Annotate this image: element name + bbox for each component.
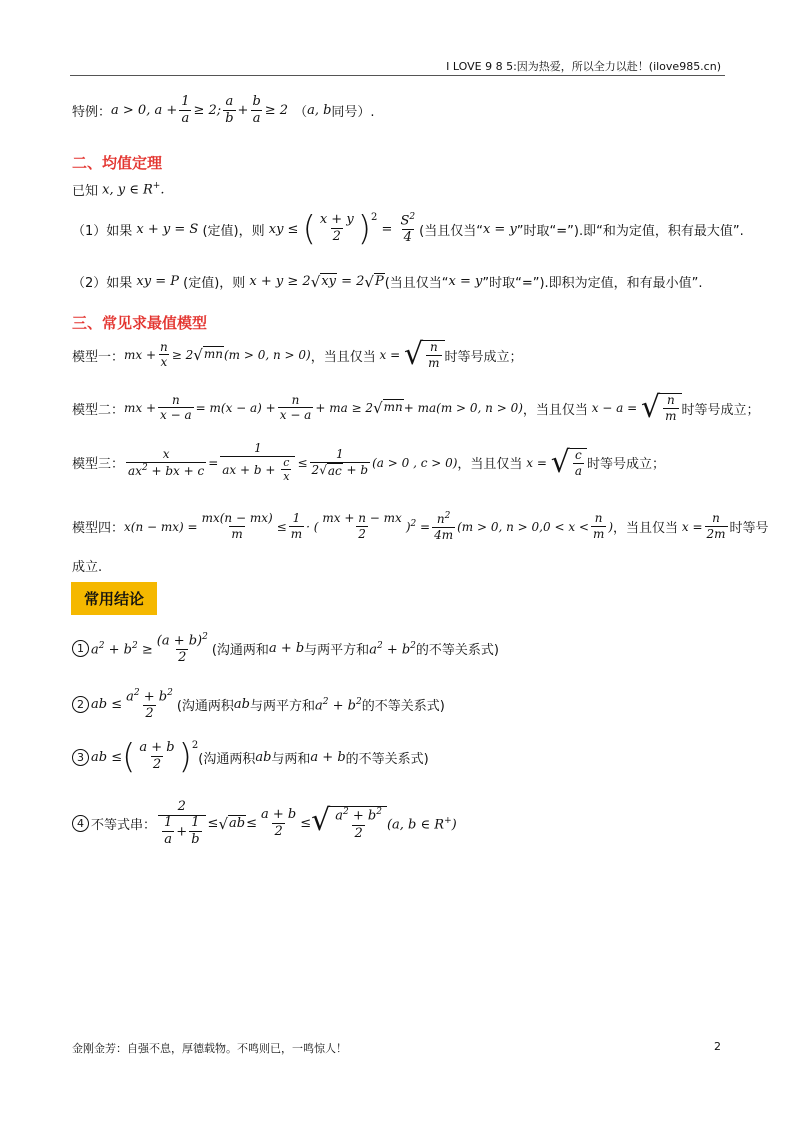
circled-number: 4 xyxy=(72,815,89,832)
formula: a + b xyxy=(310,749,346,765)
formula: $\frac{mx + n - mx}{2}$ xyxy=(322,511,402,541)
formula: · ( xyxy=(306,519,319,534)
formula: )$^2$ = xyxy=(405,519,431,535)
formula: $\frac{n}{m}$ xyxy=(592,511,605,541)
formula: 1 ax + b + $\frac{c}{x}$ xyxy=(220,442,295,484)
item1-dingzhi: (定值)，则 xyxy=(202,223,265,239)
formula: $\frac{(a + b)^2}{2}$ xyxy=(156,632,208,666)
formula: ≥ 2; xyxy=(193,103,222,119)
formula: x(n − mx) = xyxy=(124,519,198,534)
formula: mx + xyxy=(124,401,157,416)
conclusion-2 xyxy=(72,688,445,722)
formula: + xyxy=(237,103,249,119)
formula: $\frac{a^2 + b^2}{2}$ xyxy=(126,688,173,722)
formula: xy ≤ xyxy=(264,221,303,237)
formula: x = xyxy=(522,455,551,470)
formula: (m > 0, n > 0) xyxy=(223,348,311,363)
sqrt: √ $\frac{n}{m}$ xyxy=(404,340,445,370)
sqrt: √ P xyxy=(364,272,384,291)
model3-end: 时等号成立； xyxy=(586,457,665,473)
model1-label: 模型一： xyxy=(72,349,125,365)
c4-label: 不等式串： xyxy=(91,818,157,834)
formula: (m > 0, n > 0,0 < x < xyxy=(457,519,589,534)
formula: $\frac{n^2}{4m}$ xyxy=(434,511,454,542)
known-line xyxy=(72,180,164,199)
formula: $\frac{a + b}{2}$ xyxy=(260,806,297,839)
conclusion-4 xyxy=(72,800,457,847)
item1-tail: (当且仅当“ xyxy=(419,223,483,239)
formula: = xyxy=(377,221,397,237)
formula: $a^2 + b^2$ xyxy=(369,640,416,658)
item2-line xyxy=(72,272,703,291)
circled-number: 3 xyxy=(72,749,89,766)
model3-mid: ，当且仅当 xyxy=(457,457,523,473)
model1-end: 时等号成立； xyxy=(444,349,523,365)
model2-label: 模型二： xyxy=(72,402,125,418)
formula: $\frac{n}{2m}$ xyxy=(706,511,726,541)
formula: ≤ xyxy=(300,816,312,832)
formula: $\frac{a + b}{2}$ xyxy=(139,740,175,773)
note: 与两平方和 xyxy=(249,699,315,715)
footer-motto: 金刚金芳：自强不息，厚德载物。不鸣则已，一鸣惊人！ xyxy=(72,1042,347,1055)
formula: x, y ∈ R+. xyxy=(98,181,165,198)
page-header: I LOVE 9 8 5:因为热爱，所以全力以赴！(ilove985.cn) xyxy=(446,60,721,73)
formula: + ma ≥ 2 xyxy=(315,401,374,416)
header-rule xyxy=(70,75,725,76)
conclusion-3 xyxy=(72,737,429,777)
item2-label: （2）如果 xyxy=(72,276,133,291)
note: (沟通两和 xyxy=(211,643,269,659)
model4-mid: ，当且仅当 xyxy=(613,521,679,537)
sqrt: √ mn xyxy=(373,399,403,418)
conclusions-tag: 常用结论 xyxy=(71,582,157,615)
formula: $\frac{n}{x - a}$ xyxy=(160,392,192,423)
formula: x = xyxy=(375,348,404,363)
formula: ≤ xyxy=(276,519,287,534)
formula: $\frac{a}{b}$ xyxy=(225,94,234,126)
sqrt: √ mn xyxy=(193,346,223,365)
page-number: 2 xyxy=(714,1040,721,1053)
model3-label: 模型三： xyxy=(72,457,125,473)
formula: = xyxy=(208,455,219,470)
item1-label: （1）如果 xyxy=(72,223,133,239)
formula: $\frac{1}{m}$ xyxy=(290,511,303,541)
model2-line xyxy=(72,390,760,425)
formula: $\frac{b}{a}$ xyxy=(252,94,261,126)
formula: ≥ 2 xyxy=(264,103,289,119)
model3-line xyxy=(72,442,665,484)
sqrt: √ $\frac{a^2 + b^2}{2}$ xyxy=(311,806,387,841)
sqrt: √ $\frac{c}{a}$ xyxy=(551,448,587,478)
formula: x + y = S xyxy=(132,221,203,237)
model1-line xyxy=(72,337,523,372)
formula: $\frac{n}{x}$ xyxy=(160,339,168,370)
formula: ab xyxy=(255,749,272,765)
item1-line xyxy=(72,209,744,249)
formula: 1 2 √ ac + b xyxy=(311,446,369,478)
formula: (a > 0 , c > 0) xyxy=(372,455,458,470)
note: (沟通两积 xyxy=(198,751,256,767)
formula: x = xyxy=(678,519,703,534)
known-prefix: 已知 xyxy=(72,184,99,199)
formula: xy = P xyxy=(132,274,184,289)
formula: x = y xyxy=(482,221,517,237)
formula: 2 xyxy=(370,212,378,223)
special-case-line xyxy=(72,95,375,127)
formula: $\frac{n}{x - a}$ xyxy=(279,392,312,423)
item1-tail: ”时取“=”).即“和为定值，积有最大值”. xyxy=(516,223,744,239)
formula: ≤ xyxy=(297,455,308,470)
formula: 2 $\frac{1}{a}$ + $\frac{1}{b}$ xyxy=(158,800,206,847)
model2-end: 时等号成立； xyxy=(681,402,760,418)
formula: ab ≤ xyxy=(91,749,123,765)
formula: = m(x − a) + xyxy=(195,401,276,416)
special-label: 特例： xyxy=(72,105,112,121)
formula: ≥ 2 xyxy=(171,348,194,363)
formula: (a, b ∈ R+) xyxy=(386,815,457,832)
note: 的不等关系式) xyxy=(361,699,445,715)
formula: ab ≤ xyxy=(91,697,123,713)
formula: ≤ xyxy=(207,816,219,832)
model4-label: 模型四： xyxy=(72,521,125,537)
model4-continuation: 成立. xyxy=(72,560,103,575)
formula: ) xyxy=(357,209,371,249)
formula: x = y xyxy=(448,274,483,289)
note: 与两和 xyxy=(271,751,311,767)
formula: ) xyxy=(178,737,192,777)
formula: 2 xyxy=(191,740,199,751)
formula: ≤ xyxy=(246,816,257,832)
circled-number: 2 xyxy=(72,696,89,713)
section-title-mean-inequality: 二、均值定理 xyxy=(72,154,163,172)
formula: ( xyxy=(122,737,136,777)
model2-mid: ，当且仅当 xyxy=(522,402,588,418)
note: 的不等关系式) xyxy=(345,751,429,767)
same-sign-note: 同号）. xyxy=(331,105,375,121)
section-title-models: 三、常见求最值模型 xyxy=(72,314,208,332)
formula: $\frac{S^2}{4}$ xyxy=(400,212,416,246)
formula: x − a = xyxy=(587,401,642,416)
formula: ab xyxy=(233,697,250,713)
sqrt: √ xy xyxy=(310,272,336,291)
conclusion-1 xyxy=(72,632,499,666)
item2-tail: (当且仅当“ xyxy=(384,276,449,291)
formula: x + y ≥ 2 xyxy=(245,274,311,289)
circled-number: 1 xyxy=(72,640,89,657)
sqrt: √ ab xyxy=(218,814,246,833)
formula: $\frac{x + y}{2}$ xyxy=(319,212,354,245)
formula: ) xyxy=(608,519,614,534)
sqrt: √ $\frac{n}{m}$ xyxy=(641,393,682,423)
formula: = 2 xyxy=(336,274,365,289)
formula: a + b xyxy=(268,641,305,657)
formula: ( xyxy=(302,209,316,249)
item2-tail: ”时取“=”).即积为定值，和有最小值”. xyxy=(482,276,703,291)
note: 与两平方和 xyxy=(304,643,370,659)
item2-dingzhi: (定值)，则 xyxy=(183,276,246,291)
note: 的不等关系式) xyxy=(415,643,499,659)
note: (沟通两积 xyxy=(176,699,234,715)
formula: $a^2 + b^2$ xyxy=(315,696,362,714)
formula: $a^2 + b^2$ ≥ xyxy=(91,640,153,658)
paren: （ xyxy=(294,105,308,121)
formula: + ma(m > 0, n > 0) xyxy=(403,401,523,416)
formula: a, b xyxy=(307,103,332,119)
model4-end: 时等号 xyxy=(729,521,769,537)
formula: mx + xyxy=(124,348,157,363)
model4-line xyxy=(72,511,769,542)
model1-mid: ，当且仅当 xyxy=(310,349,376,365)
formula: $\frac{mx(n - mx)}{m}$ xyxy=(201,511,273,541)
formula: a > 0, a + xyxy=(111,103,178,119)
formula: $\frac{1}{a}$ xyxy=(181,94,190,126)
formula: $\frac{x}{ax^2 + bx + c}$ xyxy=(128,446,205,478)
